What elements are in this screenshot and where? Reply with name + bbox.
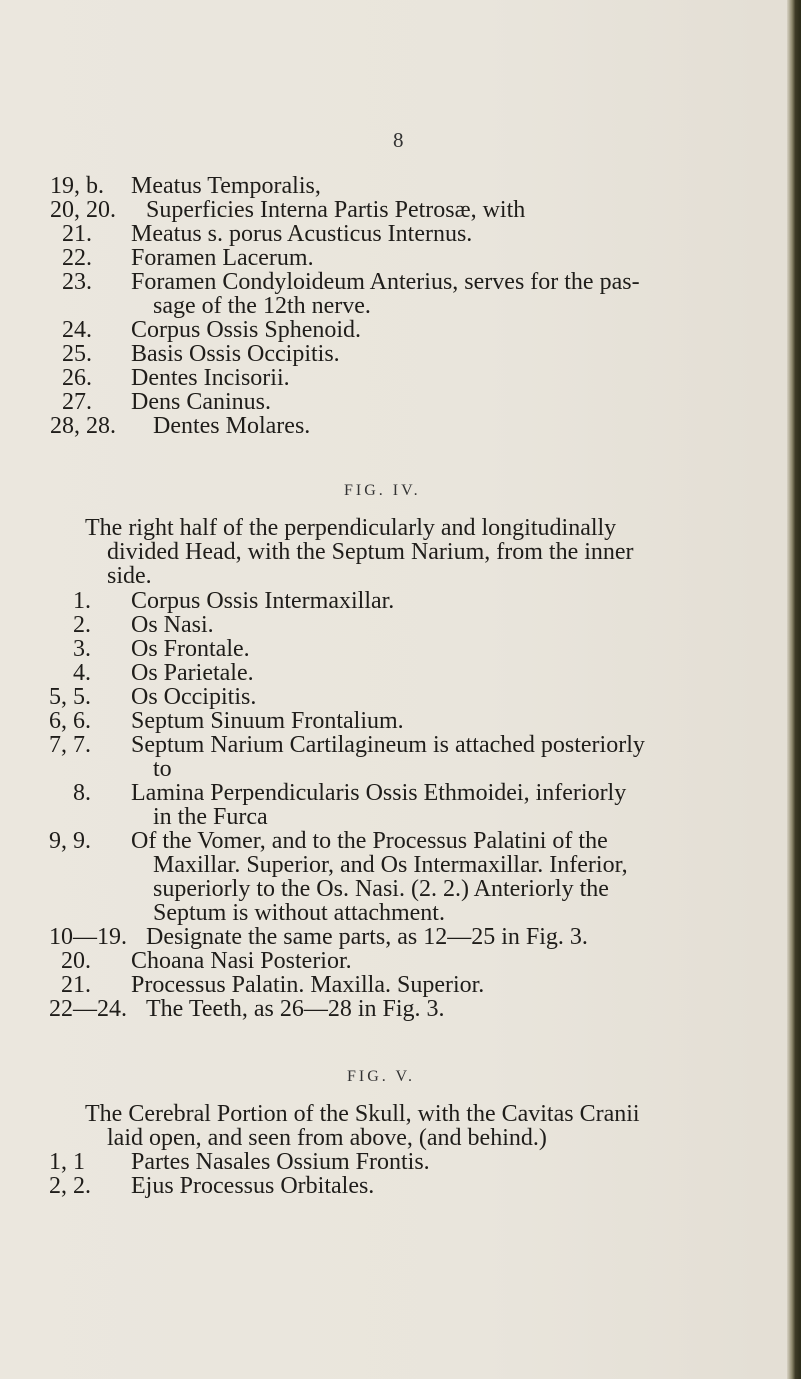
entry-text: Septum Narium Cartilagineum is attached posteriorly <box>131 732 645 758</box>
entry-number: 20, 20. <box>50 197 116 223</box>
entry-continuation: Septum is without attachment. <box>153 900 445 926</box>
entry-text: Foramen Lacerum. <box>131 245 314 271</box>
page-number: 8 <box>393 128 404 152</box>
entry-number: 6, 6. <box>49 708 91 734</box>
entry-text: Dentes Incisorii. <box>131 365 290 391</box>
entry-text: The Teeth, as 26—28 in Fig. 3. <box>146 996 445 1022</box>
fig-5-caption: FIG. V. <box>347 1068 415 1085</box>
entry-text: Processus Palatin. Maxilla. Superior. <box>131 972 485 998</box>
entry-text: Superficies Interna Partis Petrosæ, with <box>146 197 526 223</box>
entry-text: Septum Sinuum Frontalium. <box>131 708 404 734</box>
intro-line: The Cerebral Portion of the Skull, with the Cavitas Cranii <box>85 1101 640 1127</box>
entry-text: Meatus s. porus Acusticus Internus. <box>131 221 473 247</box>
entry-number: 2. <box>73 612 91 638</box>
entry-number: 7, 7. <box>49 732 91 758</box>
entry-text: Of the Vomer, and to the Processus Palatini of the <box>131 828 608 854</box>
entry-text: Partes Nasales Ossium Frontis. <box>131 1149 430 1175</box>
entry-text: Meatus Temporalis, <box>131 173 321 199</box>
entry-continuation: superiorly to the Os. Nasi. (2. 2.) Anteriorly the <box>153 876 609 902</box>
entry-text: Choana Nasi Posterior. <box>131 948 352 974</box>
entry-number: 22—24. <box>49 996 127 1022</box>
entry-continuation: to <box>153 756 172 782</box>
entry-text: Os Parietale. <box>131 660 254 686</box>
entry-number: 10—19. <box>49 924 127 950</box>
entry-text: Designate the same parts, as 12—25 in Fig. 3. <box>146 924 588 950</box>
intro-line: The right half of the perpendicularly and longitudinally <box>85 515 617 541</box>
fig-4-caption: FIG. IV. <box>344 482 421 499</box>
entry-text: Os Frontale. <box>131 636 250 662</box>
entry-text: Dens Caninus. <box>131 389 271 415</box>
entry-number: 26. <box>62 365 92 391</box>
entry-continuation: Maxillar. Superior, and Os Intermaxillar. Inferior, <box>153 852 628 878</box>
entry-number: 1. <box>73 588 91 614</box>
entry-text: Foramen Condyloideum Anterius, serves for the pas- <box>131 269 640 295</box>
entry-number: 22. <box>62 245 92 271</box>
entry-text: Os Nasi. <box>131 612 214 638</box>
intro-line: side. <box>107 563 152 589</box>
entry-number: 20. <box>61 948 91 974</box>
entry-number: 23. <box>62 269 92 295</box>
entry-number: 21. <box>62 221 92 247</box>
entry-text: Basis Ossis Occipitis. <box>131 341 340 367</box>
entry-text: Corpus Ossis Intermaxillar. <box>131 588 395 614</box>
entry-text: Lamina Perpendicularis Ossis Ethmoidei, inferiorly <box>131 780 627 806</box>
entry-number: 8. <box>73 780 91 806</box>
entry-continuation: sage of the 12th nerve. <box>153 293 371 319</box>
entry-number: 4. <box>73 660 91 686</box>
entry-number: 25. <box>62 341 92 367</box>
entry-number: 3. <box>73 636 91 662</box>
entry-number: 9, 9. <box>49 828 91 854</box>
entry-number: 2, 2. <box>49 1173 91 1199</box>
entry-number: 1, 1 <box>49 1149 85 1175</box>
intro-line: laid open, and seen from above, (and behind.) <box>107 1125 547 1151</box>
entry-continuation: in the Furca <box>153 804 268 830</box>
entry-text: Dentes Molares. <box>153 413 311 439</box>
entry-text: Corpus Ossis Sphenoid. <box>131 317 362 343</box>
page-edge-shadow <box>787 0 801 1379</box>
entry-number: 21. <box>61 972 91 998</box>
entry-number: 28, 28. <box>50 413 116 439</box>
entry-number: 27. <box>62 389 92 415</box>
entry-number: 5, 5. <box>49 684 91 710</box>
entry-number: 24. <box>62 317 92 343</box>
entry-text: Os Occipitis. <box>131 684 257 710</box>
entry-number: 19, b. <box>50 173 104 199</box>
intro-line: divided Head, with the Septum Narium, from the inner <box>107 539 634 565</box>
entry-text: Ejus Processus Orbitales. <box>131 1173 375 1199</box>
